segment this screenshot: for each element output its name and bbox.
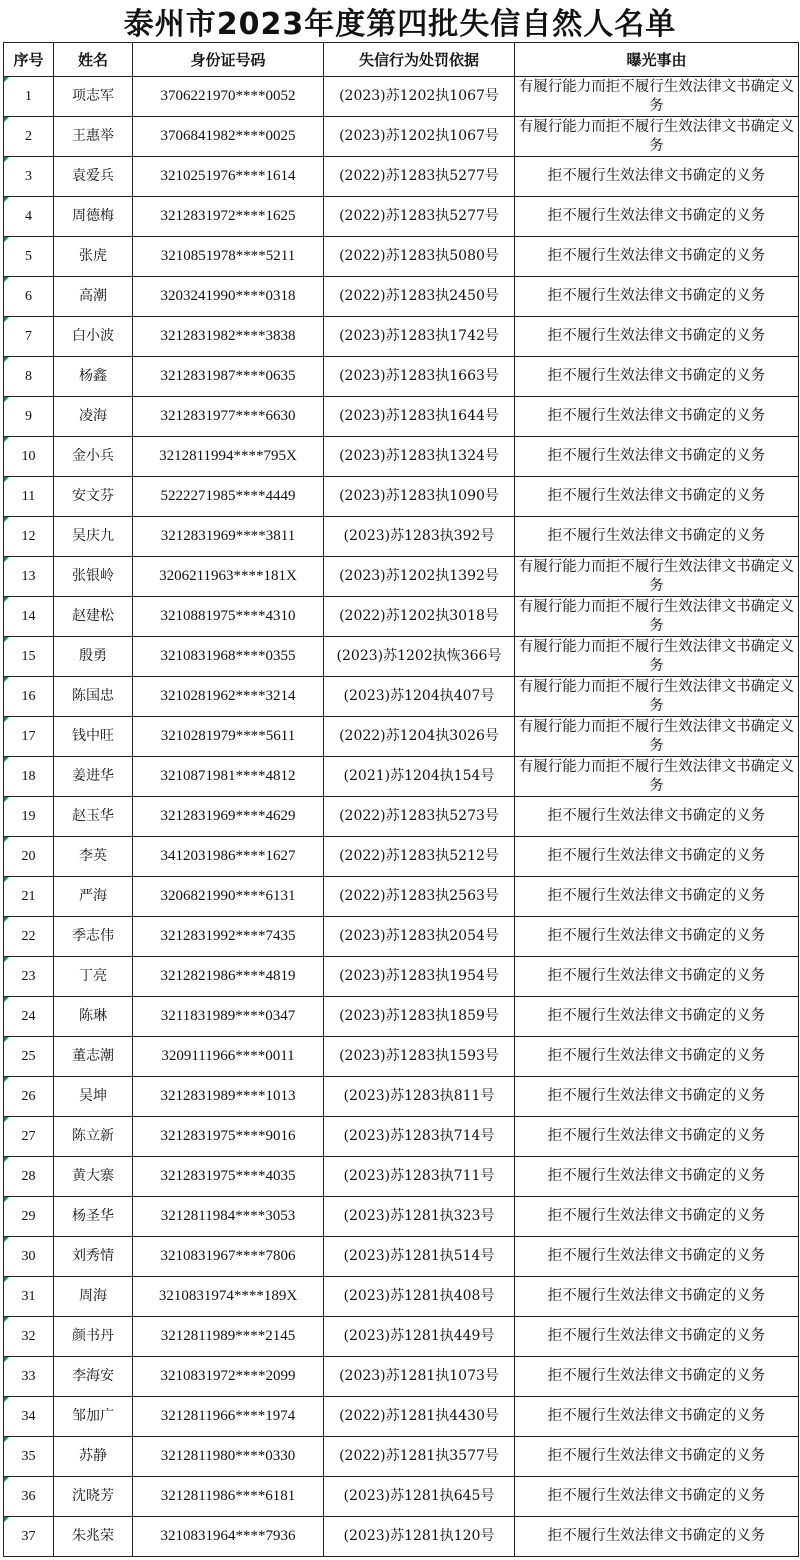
table-row	[4, 1317, 799, 1357]
table-row	[4, 717, 799, 757]
table-body	[4, 77, 799, 1557]
cell-name: 周德梅	[54, 197, 133, 237]
table-row	[4, 1197, 799, 1237]
cell-serial: 33	[4, 1357, 54, 1397]
cell-name: 殷勇	[54, 637, 133, 677]
table-row	[4, 1477, 799, 1517]
cell-exposure-reason: 拒不履行生效法律文书确定的义务	[515, 157, 799, 197]
cell-name: 黄大寨	[54, 1157, 133, 1197]
cell-exposure-reason: 有履行能力而拒不履行生效法律文书确定义务	[515, 717, 799, 757]
cell-name: 赵建松	[54, 597, 133, 637]
cell-serial: 10	[4, 437, 54, 477]
cell-name: 陈琳	[54, 997, 133, 1037]
cell-id-number: 3210831972****2099	[133, 1357, 324, 1397]
cell-id-number: 3212831992****7435	[133, 917, 324, 957]
cell-serial: 32	[4, 1317, 54, 1357]
cell-serial: 35	[4, 1437, 54, 1477]
table-row	[4, 1437, 799, 1477]
cell-exposure-reason: 拒不履行生效法律文书确定的义务	[515, 1157, 799, 1197]
cell-serial: 13	[4, 557, 54, 597]
cell-id-number: 3210851978****5211	[133, 237, 324, 277]
cell-id-number: 3212831987****0635	[133, 357, 324, 397]
cell-serial: 6	[4, 277, 54, 317]
cell-serial: 30	[4, 1237, 54, 1277]
cell-name: 姜进华	[54, 757, 133, 797]
cell-name: 项志军	[54, 77, 133, 117]
cell-exposure-reason: 拒不履行生效法律文书确定的义务	[515, 1237, 799, 1277]
cell-id-number: 3212831972****1625	[133, 197, 324, 237]
table-row	[4, 277, 799, 317]
cell-serial: 28	[4, 1157, 54, 1197]
table-row	[4, 437, 799, 477]
cell-penalty-basis: (2023)苏1283执1644号	[324, 397, 515, 437]
cell-name: 董志潮	[54, 1037, 133, 1077]
cell-serial: 2	[4, 117, 54, 157]
cell-serial: 23	[4, 957, 54, 997]
cell-serial: 14	[4, 597, 54, 637]
page-title: 泰州市2023年度第四批失信自然人名单	[123, 7, 677, 42]
cell-id-number: 3210831964****7936	[133, 1517, 324, 1557]
cell-penalty-basis: (2023)苏1281执645号	[324, 1477, 515, 1517]
cell-exposure-reason: 拒不履行生效法律文书确定的义务	[515, 437, 799, 477]
cell-serial: 36	[4, 1477, 54, 1517]
table-row	[4, 757, 799, 797]
cell-exposure-reason: 拒不履行生效法律文书确定的义务	[515, 917, 799, 957]
cell-name: 邹加广	[54, 1397, 133, 1437]
cell-exposure-reason: 拒不履行生效法律文书确定的义务	[515, 237, 799, 277]
cell-exposure-reason: 拒不履行生效法律文书确定的义务	[515, 517, 799, 557]
cell-serial: 26	[4, 1077, 54, 1117]
cell-exposure-reason: 有履行能力而拒不履行生效法律文书确定义务	[515, 637, 799, 677]
cell-name: 吴庆九	[54, 517, 133, 557]
table-row	[4, 1237, 799, 1277]
cell-serial: 16	[4, 677, 54, 717]
cell-name: 高潮	[54, 277, 133, 317]
table-row	[4, 557, 799, 597]
table-row	[4, 1517, 799, 1557]
cell-name: 张银岭	[54, 557, 133, 597]
cell-name: 王惠举	[54, 117, 133, 157]
cell-penalty-basis: (2022)苏1283执5277号	[324, 197, 515, 237]
cell-serial: 4	[4, 197, 54, 237]
table-row	[4, 1397, 799, 1437]
cell-exposure-reason: 拒不履行生效法律文书确定的义务	[515, 1357, 799, 1397]
cell-exposure-reason: 拒不履行生效法律文书确定的义务	[515, 1317, 799, 1357]
cell-penalty-basis: (2023)苏1283执1090号	[324, 477, 515, 517]
cell-exposure-reason: 拒不履行生效法律文书确定的义务	[515, 1117, 799, 1157]
dishonest-persons-table	[3, 42, 799, 1557]
cell-serial: 19	[4, 797, 54, 837]
cell-serial: 25	[4, 1037, 54, 1077]
cell-penalty-basis: (2023)苏1204执407号	[324, 677, 515, 717]
cell-id-number: 3210281962****3214	[133, 677, 324, 717]
cell-penalty-basis: (2023)苏1283执711号	[324, 1157, 515, 1197]
cell-serial: 21	[4, 877, 54, 917]
cell-serial: 8	[4, 357, 54, 397]
cell-name: 李英	[54, 837, 133, 877]
cell-exposure-reason: 拒不履行生效法律文书确定的义务	[515, 1197, 799, 1237]
cell-id-number: 5222271985****4449	[133, 477, 324, 517]
cell-name: 白小波	[54, 317, 133, 357]
cell-id-number: 3212811966****1974	[133, 1397, 324, 1437]
cell-serial: 12	[4, 517, 54, 557]
cell-serial: 31	[4, 1277, 54, 1317]
cell-serial: 17	[4, 717, 54, 757]
cell-penalty-basis: (2023)苏1283执1593号	[324, 1037, 515, 1077]
cell-id-number: 3210831974****189X	[133, 1277, 324, 1317]
cell-exposure-reason: 拒不履行生效法律文书确定的义务	[515, 797, 799, 837]
cell-id-number: 3210831968****0355	[133, 637, 324, 677]
cell-penalty-basis: (2023)苏1281执120号	[324, 1517, 515, 1557]
cell-name: 陈国忠	[54, 677, 133, 717]
cell-name: 沈晓芳	[54, 1477, 133, 1517]
header-penalty-basis: 失信行为处罚依据	[324, 43, 515, 77]
cell-exposure-reason: 拒不履行生效法律文书确定的义务	[515, 1517, 799, 1557]
cell-id-number: 3212831969****3811	[133, 517, 324, 557]
cell-id-number: 3212831982****3838	[133, 317, 324, 357]
cell-penalty-basis: (2022)苏1202执3018号	[324, 597, 515, 637]
header-name: 姓名	[54, 43, 133, 77]
cell-id-number: 3212811986****6181	[133, 1477, 324, 1517]
cell-serial: 5	[4, 237, 54, 277]
cell-penalty-basis: (2023)苏1283执2054号	[324, 917, 515, 957]
cell-id-number: 3212831975****4035	[133, 1157, 324, 1197]
cell-penalty-basis: (2023)苏1283执1663号	[324, 357, 515, 397]
cell-exposure-reason: 拒不履行生效法律文书确定的义务	[515, 957, 799, 997]
cell-id-number: 3212811994****795X	[133, 437, 324, 477]
cell-id-number: 3203241990****0318	[133, 277, 324, 317]
cell-penalty-basis: (2022)苏1283执5277号	[324, 157, 515, 197]
cell-name: 陈立新	[54, 1117, 133, 1157]
table-row	[4, 1277, 799, 1317]
table-row	[4, 397, 799, 437]
cell-penalty-basis: (2023)苏1283执1742号	[324, 317, 515, 357]
cell-penalty-basis: (2022)苏1281执3577号	[324, 1437, 515, 1477]
cell-exposure-reason: 有履行能力而拒不履行生效法律文书确定义务	[515, 757, 799, 797]
table-row	[4, 1357, 799, 1397]
cell-penalty-basis: (2023)苏1281执323号	[324, 1197, 515, 1237]
cell-id-number: 3210251976****1614	[133, 157, 324, 197]
cell-penalty-basis: (2023)苏1202执1067号	[324, 77, 515, 117]
cell-name: 袁爱兵	[54, 157, 133, 197]
cell-name: 颜书丹	[54, 1317, 133, 1357]
cell-id-number: 3212821986****4819	[133, 957, 324, 997]
cell-name: 杨鑫	[54, 357, 133, 397]
cell-exposure-reason: 拒不履行生效法律文书确定的义务	[515, 397, 799, 437]
table-row	[4, 197, 799, 237]
cell-penalty-basis: (2023)苏1283执1859号	[324, 997, 515, 1037]
cell-id-number: 3211831989****0347	[133, 997, 324, 1037]
cell-name: 朱兆荣	[54, 1517, 133, 1557]
cell-exposure-reason: 拒不履行生效法律文书确定的义务	[515, 877, 799, 917]
table-row	[4, 117, 799, 157]
cell-name: 严海	[54, 877, 133, 917]
cell-serial: 9	[4, 397, 54, 437]
cell-id-number: 3210871981****4812	[133, 757, 324, 797]
cell-serial: 1	[4, 77, 54, 117]
table-row	[4, 797, 799, 837]
cell-name: 苏静	[54, 1437, 133, 1477]
cell-exposure-reason: 拒不履行生效法律文书确定的义务	[515, 1077, 799, 1117]
cell-exposure-reason: 拒不履行生效法律文书确定的义务	[515, 277, 799, 317]
cell-name: 金小兵	[54, 437, 133, 477]
cell-id-number: 3212831969****4629	[133, 797, 324, 837]
cell-id-number: 3212811980****0330	[133, 1437, 324, 1477]
cell-serial: 37	[4, 1517, 54, 1557]
cell-exposure-reason: 有履行能力而拒不履行生效法律文书确定义务	[515, 117, 799, 157]
cell-penalty-basis: (2023)苏1202执1392号	[324, 557, 515, 597]
cell-exposure-reason: 拒不履行生效法律文书确定的义务	[515, 1397, 799, 1437]
cell-name: 吴坤	[54, 1077, 133, 1117]
cell-penalty-basis: (2022)苏1283执5273号	[324, 797, 515, 837]
cell-name: 张虎	[54, 237, 133, 277]
cell-name: 周海	[54, 1277, 133, 1317]
cell-exposure-reason: 有履行能力而拒不履行生效法律文书确定义务	[515, 77, 799, 117]
cell-id-number: 3212811989****2145	[133, 1317, 324, 1357]
cell-exposure-reason: 拒不履行生效法律文书确定的义务	[515, 1037, 799, 1077]
header-id-number: 身份证号码	[133, 43, 324, 77]
cell-id-number: 3212811984****3053	[133, 1197, 324, 1237]
table-row	[4, 597, 799, 637]
cell-exposure-reason: 有履行能力而拒不履行生效法律文书确定义务	[515, 557, 799, 597]
cell-serial: 7	[4, 317, 54, 357]
table-row	[4, 517, 799, 557]
cell-penalty-basis: (2023)苏1283执811号	[324, 1077, 515, 1117]
cell-id-number: 3206821990****6131	[133, 877, 324, 917]
cell-serial: 15	[4, 637, 54, 677]
cell-name: 安文芬	[54, 477, 133, 517]
cell-id-number: 3212831989****1013	[133, 1077, 324, 1117]
cell-name: 丁亮	[54, 957, 133, 997]
cell-id-number: 3210281979****5611	[133, 717, 324, 757]
table-row	[4, 77, 799, 117]
cell-serial: 24	[4, 997, 54, 1037]
cell-serial: 11	[4, 477, 54, 517]
cell-id-number: 3212831975****9016	[133, 1117, 324, 1157]
cell-penalty-basis: (2022)苏1283执2450号	[324, 277, 515, 317]
cell-id-number: 3706221970****0052	[133, 77, 324, 117]
cell-penalty-basis: (2023)苏1202执恢366号	[324, 637, 515, 677]
cell-penalty-basis: (2022)苏1283执5212号	[324, 837, 515, 877]
header-serial: 序号	[4, 43, 54, 77]
cell-id-number: 3706841982****0025	[133, 117, 324, 157]
cell-exposure-reason: 有履行能力而拒不履行生效法律文书确定义务	[515, 597, 799, 637]
cell-penalty-basis: (2023)苏1283执1954号	[324, 957, 515, 997]
cell-serial: 20	[4, 837, 54, 877]
cell-name: 季志伟	[54, 917, 133, 957]
cell-exposure-reason: 拒不履行生效法律文书确定的义务	[515, 1277, 799, 1317]
cell-exposure-reason: 有履行能力而拒不履行生效法律文书确定义务	[515, 677, 799, 717]
cell-serial: 3	[4, 157, 54, 197]
cell-exposure-reason: 拒不履行生效法律文书确定的义务	[515, 1477, 799, 1517]
table-row	[4, 677, 799, 717]
cell-serial: 22	[4, 917, 54, 957]
cell-exposure-reason: 拒不履行生效法律文书确定的义务	[515, 357, 799, 397]
cell-id-number: 3210831967****7806	[133, 1237, 324, 1277]
cell-id-number: 3210881975****4310	[133, 597, 324, 637]
cell-exposure-reason: 拒不履行生效法律文书确定的义务	[515, 997, 799, 1037]
cell-name: 李海安	[54, 1357, 133, 1397]
table-row	[4, 837, 799, 877]
cell-id-number: 3206211963****181X	[133, 557, 324, 597]
cell-name: 杨圣华	[54, 1197, 133, 1237]
header-exposure-reason: 曝光事由	[515, 43, 799, 77]
cell-id-number: 3209111966****0011	[133, 1037, 324, 1077]
cell-penalty-basis: (2023)苏1283执1324号	[324, 437, 515, 477]
table-row	[4, 957, 799, 997]
cell-id-number: 3212831977****6630	[133, 397, 324, 437]
table-row	[4, 1117, 799, 1157]
cell-id-number: 3412031986****1627	[133, 837, 324, 877]
table-row	[4, 1157, 799, 1197]
cell-exposure-reason: 拒不履行生效法律文书确定的义务	[515, 1437, 799, 1477]
table-row	[4, 1077, 799, 1117]
table-row	[4, 997, 799, 1037]
cell-penalty-basis: (2023)苏1281执1073号	[324, 1357, 515, 1397]
cell-penalty-basis: (2023)苏1281执514号	[324, 1237, 515, 1277]
cell-penalty-basis: (2023)苏1283执392号	[324, 517, 515, 557]
cell-serial: 27	[4, 1117, 54, 1157]
cell-penalty-basis: (2022)苏1283执2563号	[324, 877, 515, 917]
cell-penalty-basis: (2022)苏1281执4430号	[324, 1397, 515, 1437]
cell-serial: 29	[4, 1197, 54, 1237]
cell-exposure-reason: 拒不履行生效法律文书确定的义务	[515, 197, 799, 237]
cell-name: 刘秀情	[54, 1237, 133, 1277]
cell-exposure-reason: 拒不履行生效法律文书确定的义务	[515, 837, 799, 877]
table-row	[4, 237, 799, 277]
cell-penalty-basis: (2023)苏1202执1067号	[324, 117, 515, 157]
table-row	[4, 877, 799, 917]
table-row	[4, 357, 799, 397]
cell-penalty-basis: (2022)苏1204执3026号	[324, 717, 515, 757]
table-row	[4, 1037, 799, 1077]
cell-serial: 18	[4, 757, 54, 797]
table-header-row	[4, 43, 799, 77]
cell-penalty-basis: (2022)苏1283执5080号	[324, 237, 515, 277]
table-row	[4, 157, 799, 197]
cell-serial: 34	[4, 1397, 54, 1437]
cell-penalty-basis: (2023)苏1283执714号	[324, 1117, 515, 1157]
cell-penalty-basis: (2023)苏1281执449号	[324, 1317, 515, 1357]
table-row	[4, 637, 799, 677]
cell-name: 凌海	[54, 397, 133, 437]
cell-penalty-basis: (2023)苏1281执408号	[324, 1277, 515, 1317]
table-row	[4, 477, 799, 517]
cell-exposure-reason: 拒不履行生效法律文书确定的义务	[515, 477, 799, 517]
cell-name: 赵玉华	[54, 797, 133, 837]
table-row	[4, 917, 799, 957]
table-row	[4, 317, 799, 357]
cell-name: 钱中旺	[54, 717, 133, 757]
cell-exposure-reason: 拒不履行生效法律文书确定的义务	[515, 317, 799, 357]
cell-penalty-basis: (2021)苏1204执154号	[324, 757, 515, 797]
